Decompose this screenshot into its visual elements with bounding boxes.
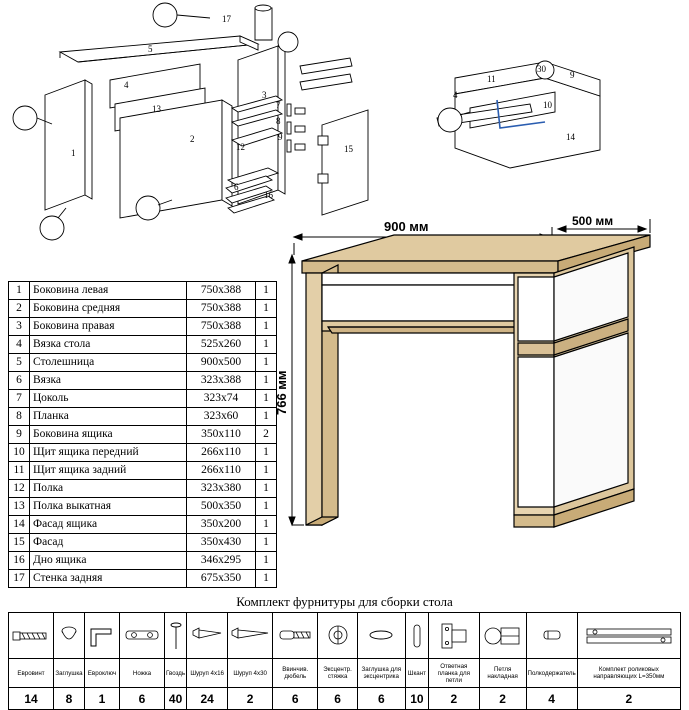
part-qty: 1 <box>256 480 277 498</box>
table-row <box>9 372 277 390</box>
svg-text:5: 5 <box>148 44 153 54</box>
svg-text:30: 30 <box>537 64 546 74</box>
part-dim: 500x350 <box>187 498 256 516</box>
kit-item-label: Шуруп 4х30 <box>228 659 273 688</box>
nail-icon <box>165 613 187 659</box>
part-dim: 350x200 <box>187 516 256 534</box>
kit-item-label: Ответная планка для петли <box>428 659 479 688</box>
parts-table <box>8 281 277 588</box>
part-qty: 1 <box>256 498 277 516</box>
part-num: 7 <box>9 390 30 408</box>
part-qty: 1 <box>256 444 277 462</box>
kit-item-count: 2 <box>479 688 526 710</box>
svg-text:6: 6 <box>234 182 239 192</box>
svg-text:15: 15 <box>344 144 353 154</box>
part-qty: 1 <box>256 318 277 336</box>
part-dim: 266x110 <box>187 444 256 462</box>
depth-dimension-label: 500 мм <box>572 215 614 228</box>
part-dim: 675x350 <box>187 570 256 588</box>
table-row <box>9 300 277 318</box>
part-num: 10 <box>9 444 30 462</box>
hinge-icon <box>479 613 526 659</box>
table-row <box>9 552 277 570</box>
roller-holder-icon <box>526 613 577 659</box>
kit-item-count: 24 <box>187 688 228 710</box>
part-qty: 1 <box>256 390 277 408</box>
part-dim: 323x380 <box>187 480 256 498</box>
part-num: 6 <box>9 372 30 390</box>
svg-text:4: 4 <box>453 90 458 100</box>
part-qty: 1 <box>256 516 277 534</box>
part-num: 12 <box>9 480 30 498</box>
part-name: Столешница <box>30 354 187 372</box>
part-qty: 1 <box>256 300 277 318</box>
part-name: Щит ящика передний <box>30 444 187 462</box>
svg-text:2: 2 <box>190 134 195 144</box>
part-num: 17 <box>9 570 30 588</box>
svg-text:14: 14 <box>566 132 575 142</box>
kit-item-label: Ввинчив. дюбель <box>273 659 318 688</box>
part-num: 2 <box>9 300 30 318</box>
table-row <box>9 516 277 534</box>
table-row <box>9 498 277 516</box>
part-num: 14 <box>9 516 30 534</box>
part-name: Вязка стола <box>30 336 187 354</box>
table-row <box>9 408 277 426</box>
part-name: Боковина правая <box>30 318 187 336</box>
kit-item-label: Комплект роликовых направляющих L=350мм <box>577 659 680 688</box>
kit-item-label: Эксцентр. стяжка <box>318 659 357 688</box>
part-qty: 1 <box>256 372 277 390</box>
part-qty: 1 <box>256 354 277 372</box>
kit-item-label: Шкант <box>405 659 428 688</box>
dowel-screw-icon <box>273 613 318 659</box>
kit-item-label: Заглушка <box>54 659 85 688</box>
hinge-plate-icon <box>428 613 479 659</box>
part-num: 13 <box>9 498 30 516</box>
part-dim: 350x430 <box>187 534 256 552</box>
kit-item-count: 14 <box>9 688 54 710</box>
eccentric-tie-icon <box>318 613 357 659</box>
screw-4x30-icon <box>228 613 273 659</box>
kit-item-label: Заглушка для эксцентрика <box>357 659 405 688</box>
width-dimension-label: 900 мм <box>384 219 429 234</box>
part-name: Боковина ящика <box>30 426 187 444</box>
part-qty: 1 <box>256 282 277 300</box>
eurokey-icon <box>85 613 120 659</box>
table-row <box>9 426 277 444</box>
kit-item-count: 2 <box>428 688 479 710</box>
part-num: 5 <box>9 354 30 372</box>
table-row <box>9 570 277 588</box>
part-name: Боковина левая <box>30 282 187 300</box>
part-dim: 750x388 <box>187 318 256 336</box>
table-row <box>9 462 277 480</box>
table-row <box>9 390 277 408</box>
part-dim: 323x74 <box>187 390 256 408</box>
part-dim: 750x388 <box>187 282 256 300</box>
svg-text:8: 8 <box>276 116 281 126</box>
svg-text:9: 9 <box>278 132 283 142</box>
kit-item-count: 2 <box>577 688 680 710</box>
part-dim: 346x295 <box>187 552 256 570</box>
part-num: 1 <box>9 282 30 300</box>
svg-text:16: 16 <box>264 190 273 200</box>
table-row <box>9 444 277 462</box>
cap-icon <box>54 613 85 659</box>
kit-item-count: 6 <box>318 688 357 710</box>
part-num: 16 <box>9 552 30 570</box>
screw-4x16-icon <box>187 613 228 659</box>
kit-item-label: Петля накладная <box>479 659 526 688</box>
part-num: 15 <box>9 534 30 552</box>
part-name: Цоколь <box>30 390 187 408</box>
kit-item-label: Полкодержатель <box>526 659 577 688</box>
part-dim: 323x388 <box>187 372 256 390</box>
table-row <box>9 354 277 372</box>
kit-item-count: 10 <box>405 688 428 710</box>
kit-item-label: Евровинт <box>9 659 54 688</box>
part-qty: 1 <box>256 336 277 354</box>
svg-text:12: 12 <box>236 142 245 152</box>
part-name: Фасад <box>30 534 187 552</box>
svg-text:7: 7 <box>276 100 281 110</box>
part-dim: 350x110 <box>187 426 256 444</box>
svg-text:13: 13 <box>152 104 161 114</box>
part-num: 3 <box>9 318 30 336</box>
part-name: Щит ящика задний <box>30 462 187 480</box>
part-qty: 1 <box>256 570 277 588</box>
part-num: 4 <box>9 336 30 354</box>
kit-item-label: Ножка <box>120 659 165 688</box>
part-qty: 2 <box>256 426 277 444</box>
part-name: Стенка задняя <box>30 570 187 588</box>
kit-item-count: 6 <box>273 688 318 710</box>
leg-icon <box>120 613 165 659</box>
dowel-icon <box>405 613 428 659</box>
svg-text:10: 10 <box>543 100 552 110</box>
slides-icon <box>577 613 680 659</box>
kit-title: Комплект фурнитуры для сборки стола <box>236 594 453 609</box>
table-row <box>9 336 277 354</box>
part-qty: 1 <box>256 462 277 480</box>
kit-item-label: Евроключ <box>85 659 120 688</box>
svg-text:1: 1 <box>71 148 76 158</box>
part-num: 11 <box>9 462 30 480</box>
part-qty: 1 <box>256 552 277 570</box>
svg-text:17: 17 <box>222 14 231 24</box>
part-name: Вязка <box>30 372 187 390</box>
part-name: Дно ящика <box>30 552 187 570</box>
kit-item-count: 2 <box>228 688 273 710</box>
part-dim: 900x500 <box>187 354 256 372</box>
kit-item-label: Шуруп 4х16 <box>187 659 228 688</box>
part-name: Фасад ящика <box>30 516 187 534</box>
table-row <box>9 480 277 498</box>
part-dim: 323x60 <box>187 408 256 426</box>
part-num: 9 <box>9 426 30 444</box>
part-name: Планка <box>30 408 187 426</box>
height-dimension-label: 766 мм <box>274 370 289 415</box>
table-row <box>9 318 277 336</box>
part-num: 8 <box>9 408 30 426</box>
part-dim: 750x388 <box>187 300 256 318</box>
kit-item-label: Гвоздь <box>165 659 187 688</box>
exploded-view-diagram <box>0 0 689 245</box>
table-row <box>9 534 277 552</box>
hardware-kit-table <box>8 612 681 710</box>
kit-item-count: 4 <box>526 688 577 710</box>
kit-item-count: 8 <box>54 688 85 710</box>
part-dim: 266x110 <box>187 462 256 480</box>
svg-text:9: 9 <box>570 70 575 80</box>
desk-dimension-drawing <box>262 215 689 575</box>
part-qty: 1 <box>256 534 277 552</box>
part-name: Боковина средняя <box>30 300 187 318</box>
table-row <box>9 282 277 300</box>
euroscrew-icon <box>9 613 54 659</box>
svg-text:11: 11 <box>487 74 496 84</box>
svg-text:3: 3 <box>262 90 267 100</box>
eccentric-cap-icon <box>357 613 405 659</box>
svg-text:4: 4 <box>124 80 129 90</box>
part-name: Полка <box>30 480 187 498</box>
kit-item-count: 1 <box>85 688 120 710</box>
kit-item-count: 40 <box>165 688 187 710</box>
part-dim: 525x260 <box>187 336 256 354</box>
part-qty: 1 <box>256 408 277 426</box>
part-name: Полка выкатная <box>30 498 187 516</box>
kit-item-count: 6 <box>120 688 165 710</box>
kit-item-count: 6 <box>357 688 405 710</box>
